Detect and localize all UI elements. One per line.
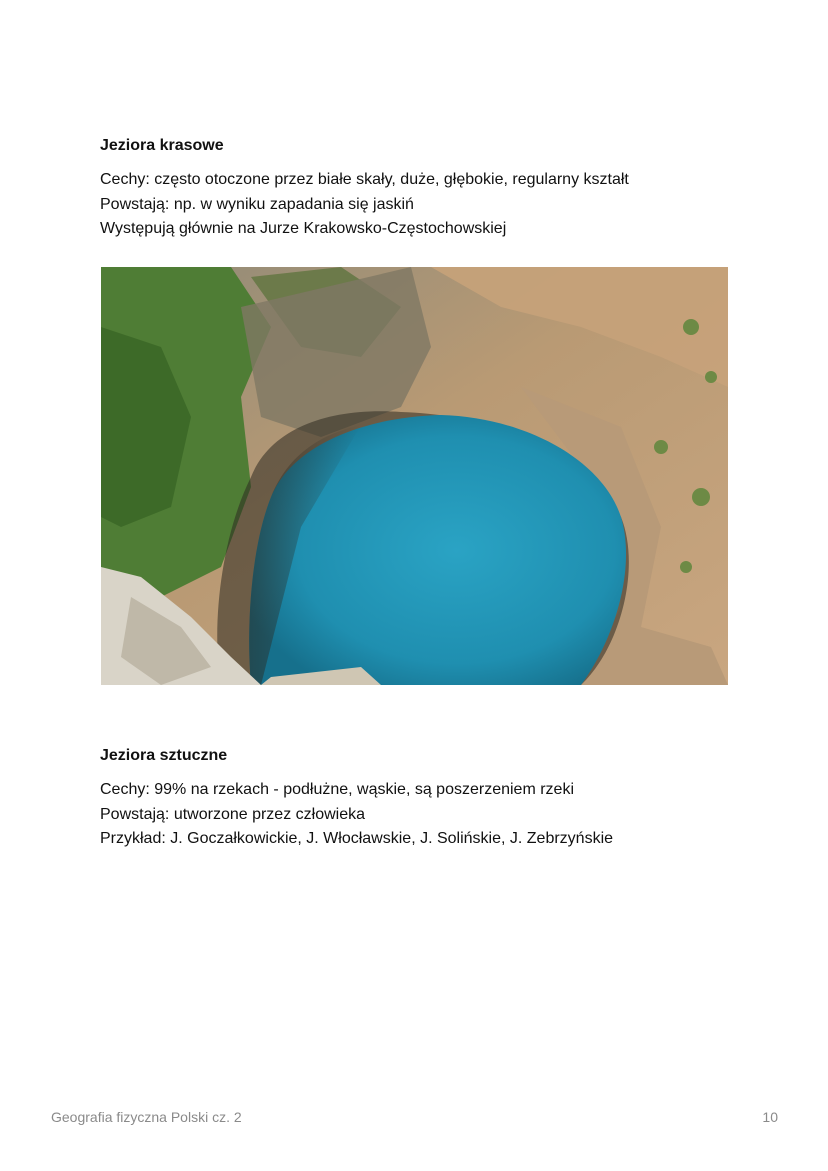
section-artificial-lakes: [100, 746, 740, 852]
origin-line: Powstają: utworzone przez człowieka: [100, 805, 366, 823]
features-line: Cechy: 99% na rzekach - podłużne, wąskie, są poszerzeniem rzeki: [100, 781, 574, 798]
page-number: 10: [762, 1109, 778, 1125]
footer-document-title: Geografia fizyczna Polski cz. 2: [51, 1109, 242, 1125]
section-karst-lakes: [100, 136, 740, 242]
karst-lake-photo: [101, 267, 728, 685]
section-title: Jeziora krasowe: [100, 137, 224, 154]
occurrence-line: Występują głównie na Jurze Krakowsko-Częstochowskiej: [100, 220, 507, 237]
section-title: Jeziora sztuczne: [100, 747, 228, 764]
origin-line: Powstają: np. w wyniku zapadania się jaskiń: [100, 195, 414, 213]
examples-line: Przykład: J. Goczałkowickie, J. Włocławskie, J. Solińskie, J. Zebrzyńskie: [100, 830, 614, 847]
features-line: Cechy: często otoczone przez białe skały, duże, głębokie, regularny kształt: [100, 171, 629, 188]
